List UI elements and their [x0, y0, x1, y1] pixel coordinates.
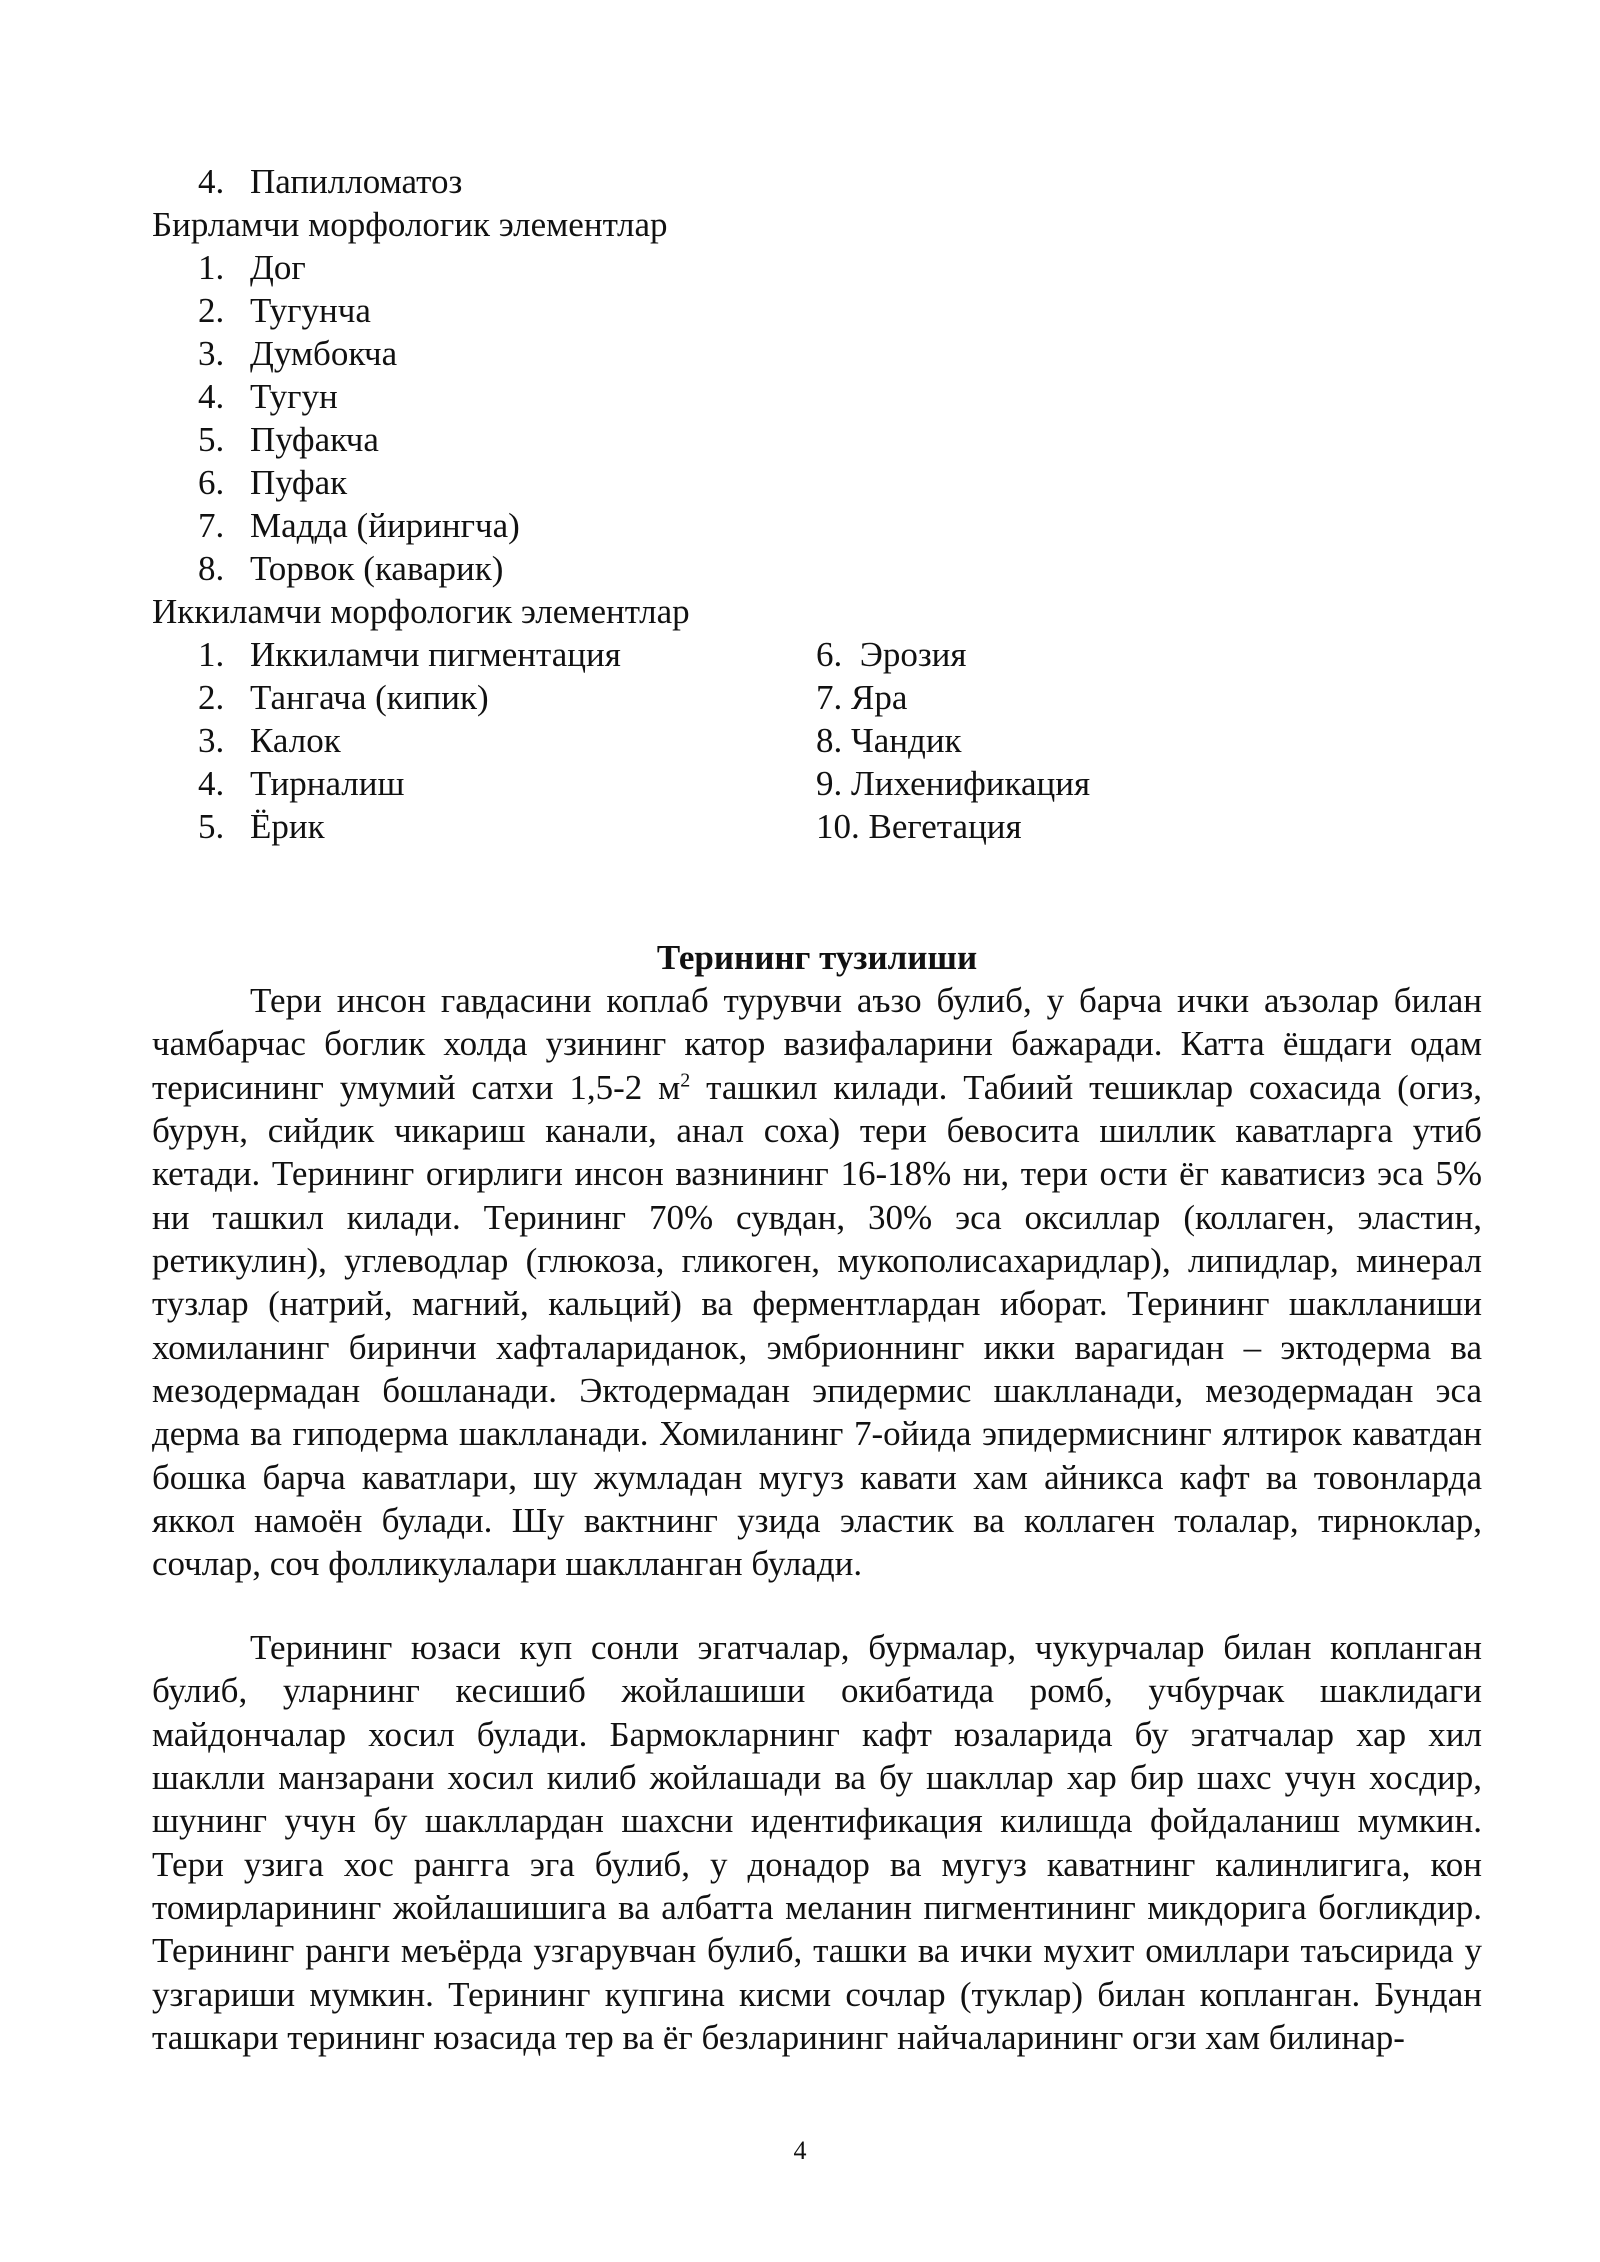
list-item: Тугун — [250, 377, 338, 416]
paragraph-text: ташкил килади. Табиий тешиклар сохасида (огиз, бурун, сийдик чикариш канали, анал соха) тери бевосита шиллик каватларга утиб кетади. Терининг огирлиги инсон вазнининг 16-18% ни, тери ости ёг каватисиз эса 5% ни ташкил килади. Терининг 70% сувдан, 30% эса оксиллар (коллаген, эластин, ретикулин), углеводлар (глюкоза, гликоген, мукополисахаридлар), липидлар, минерал тузлар (натрий, магний, кальций) ва ферментлардан иборат. Терининг шаклланиши хомиланинг биринчи хафталариданок, эмбрионнинг икки варагидан – эктодерма ва мезодермадан бошланади. Эктодермадан эпидермис шаклланади, мезодермадан эса дерма ва гиподерма шаклланади. Хомиланинг 7-ойида эпидермиснинг ялтирок каватдан бошка барча каватлари, шу жумладан мугуз кавати хам айникса кафт ва товонларда яккол намоён булади. Шу вактнинг узида эластик ва коллаген толалар, тирноклар, сочлар, соч фолликулалари шаклланган булади. — [152, 1067, 1482, 1584]
section-title: Терининг тузилиши — [656, 938, 978, 977]
page-number: 4 — [793, 2136, 807, 2165]
primary-elements-heading: Бирламчи морфологик элементлар — [152, 205, 668, 244]
list-number: 5. — [198, 420, 225, 459]
list-item: 7. Яра — [816, 678, 908, 717]
list-item: Тугунча — [250, 291, 371, 330]
paragraph: Терининг юзаси куп сонли эгатчалар, бурмалар, чукурчалар билан копланган булиб, уларнинг кесишиб жойлашиши окибатида ромб, учбурчак шаклидаги майдончалар хосил булади. Бармокларнинг кафт юзаларида бу эгатчалар хар хил шаклли манзарани хосил килиб жойлашади ва бу шакллар хар бир шахс учун хосдир, шунинг учун бу шакллардан шахсни идентификация килишда фойдаланиш мумкин. Тери узига хос рангга эга булиб, у донадор ва мугуз каватнинг калинлигига, кон томирларининг жойлашишига ва албатта меланин пигментининг микдорига богликдир. Терининг ранги меъёрда узгарувчан булиб, ташки ва ички мухит омиллари таъсирида у узгариши мумкин. Терининг купгина кисми сочлар (туклар) билан копланган. Бундан ташкари терининг юзасида тер ва ёг безларининг найчаларининг огзи хам билинар- — [152, 1628, 1482, 2058]
paragraph — [152, 979, 1482, 1586]
list-item: Дог — [250, 248, 306, 287]
list-item: Думбокча — [250, 334, 398, 373]
list-number: 4. — [198, 162, 225, 201]
list-item: Ёрик — [250, 807, 325, 846]
list-number: 2. — [198, 678, 225, 717]
list-number: 7. — [198, 506, 225, 545]
list-item: Пуфакча — [250, 420, 379, 459]
list-item: Иккиламчи пигментация — [250, 635, 621, 674]
list-number: 8. — [198, 549, 225, 588]
list-item: Пуфак — [250, 463, 348, 502]
list-number: 5. — [198, 807, 225, 846]
list-number: 2. — [198, 291, 225, 330]
secondary-elements-heading: Иккиламчи морфологик элементлар — [152, 592, 690, 631]
list-item: Папилломатоз — [250, 162, 463, 201]
list-item: 9. Лихенификация — [816, 764, 1091, 803]
list-item: Тирналиш — [250, 764, 405, 803]
list-item: 10. Вегетация — [816, 807, 1022, 846]
list-number: 3. — [198, 721, 225, 760]
list-number: 4. — [198, 377, 225, 416]
list-item: 6. Эрозия — [816, 635, 967, 674]
list-item: Торвок (каварик) — [250, 549, 504, 588]
list-number: 3. — [198, 334, 225, 373]
list-item: Мадда (йирингча) — [250, 506, 520, 545]
superscript: 2 — [680, 1069, 691, 1092]
list-number: 6. — [198, 463, 225, 502]
paragraph-text: Тери инсон гавдасини коплаб турувчи аъзо булиб, у барча ички аъзолар билан чамбарчас боглик холда узининг катор вазифаларини бажаради. Катта ёшдаги одам терисининг умумий сатхи 1,5-2 м — [152, 981, 1482, 1107]
list-number: 4. — [198, 764, 225, 803]
list-number: 1. — [198, 248, 225, 287]
list-number: 1. — [198, 635, 225, 674]
list-item: Калок — [250, 721, 341, 760]
list-item: Тангача (кипик) — [250, 678, 489, 717]
list-item: 8. Чандик — [816, 721, 962, 760]
